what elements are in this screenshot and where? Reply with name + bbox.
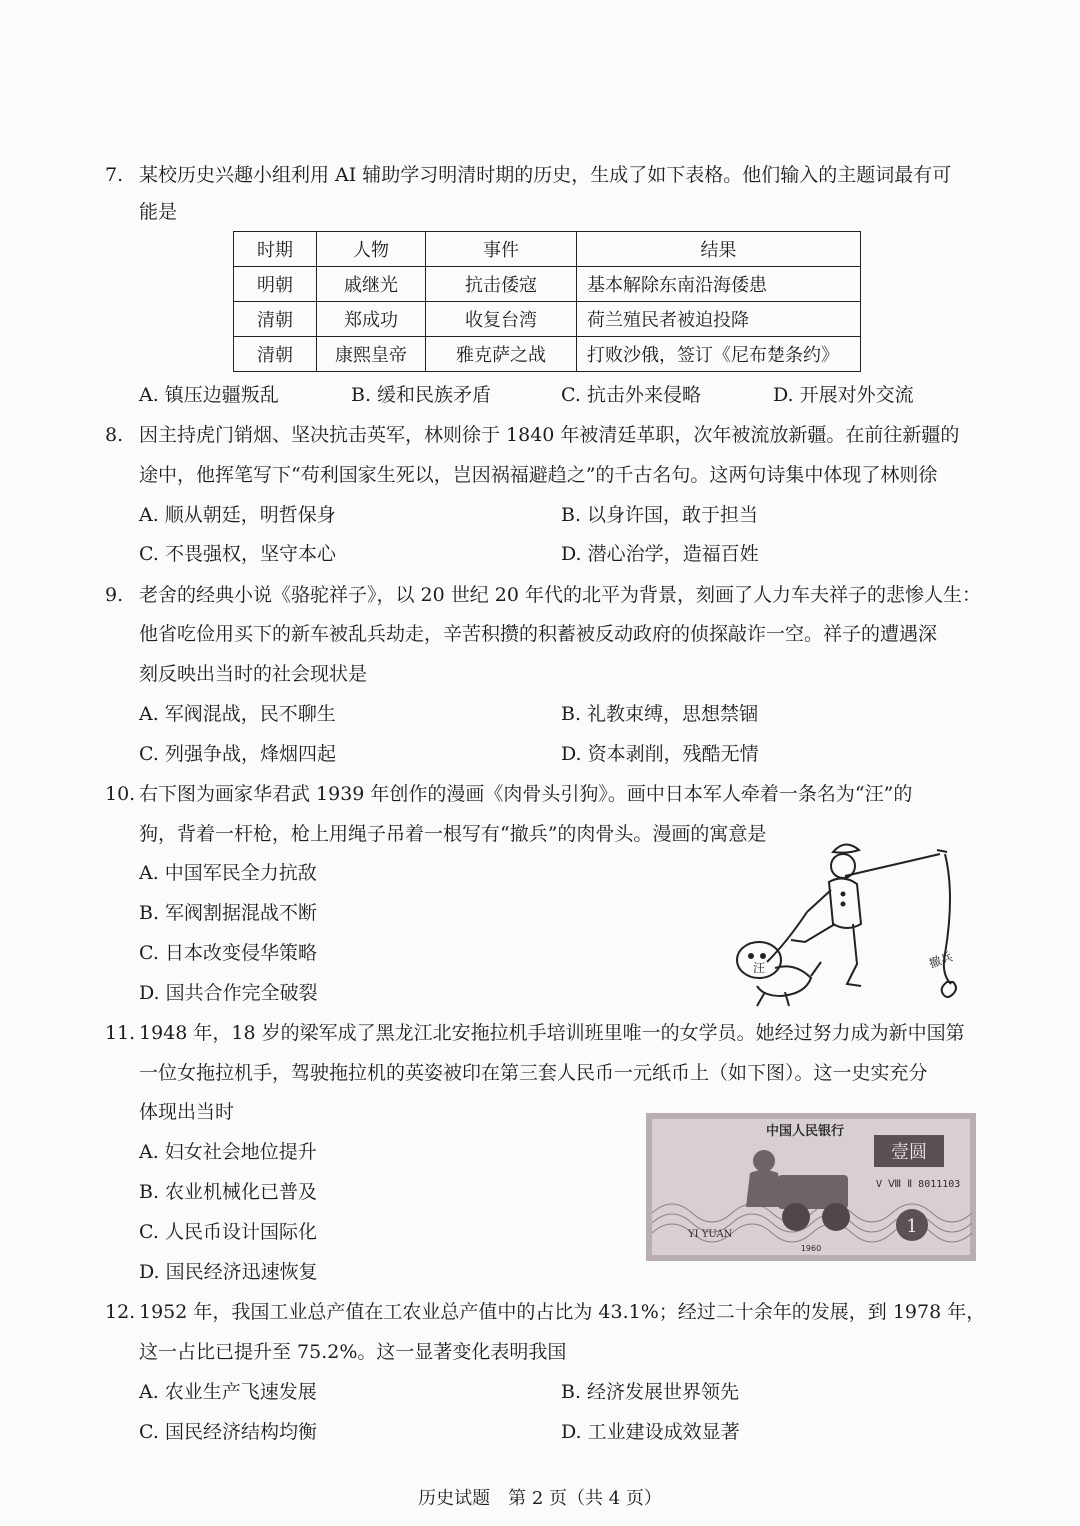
- table-cell: 荷兰殖民者被迫投降: [577, 302, 861, 337]
- table-cell: 郑成功: [317, 302, 426, 337]
- table-row: [234, 267, 861, 302]
- q7-stem-line1: 某校历史兴趣小组利用 AI 辅助学习明清时期的历史，生成了如下表格。他们输入的主题词最有可: [139, 164, 952, 186]
- q10-number: 10.: [105, 783, 136, 805]
- q10-option-d: D. 国共合作完全破裂: [139, 982, 318, 1004]
- q11-stem-line3: 体现出当时: [139, 1101, 235, 1123]
- q9-stem-line2: 他省吃俭用买下的新车被乱兵劫走，辛苦积攒的积蓄被反动政府的侦探敲诈一空。祥子的遭遇深: [139, 623, 938, 645]
- q12-option-b: B. 经济发展世界领先: [561, 1381, 740, 1403]
- table-cell: 明朝: [234, 267, 317, 302]
- q9-number: 9.: [105, 584, 124, 606]
- q12-option-d: D. 工业建设成效显著: [561, 1421, 740, 1443]
- banknote-bank-name: 中国人民银行: [766, 1124, 845, 1139]
- table-cell: 戚继光: [317, 267, 426, 302]
- q10-option-c: C. 日本改变侵华策略: [139, 942, 317, 964]
- q8-option-c: C. 不畏强权，坚守本心: [139, 543, 336, 565]
- table-cell: 雅克萨之战: [426, 337, 577, 372]
- q8-option-b: B. 以身许国，敢于担当: [561, 504, 759, 526]
- cartoon-soldier: [767, 844, 956, 997]
- q7-number: 7.: [105, 164, 124, 186]
- q10-stem-line2: 狗，背着一杆枪，枪上用绳子吊着一根写有“撤兵”的肉骨头。漫画的寓意是: [139, 823, 767, 845]
- table-cell: 抗击倭寇: [426, 267, 577, 302]
- q11-stem-line1: 1948 年，18 岁的梁军成了黑龙江北安拖拉机手培训班里唯一的女学员。她经过努力成为新中国第: [139, 1022, 965, 1044]
- q7-option-b: B. 缓和民族矛盾: [351, 384, 492, 406]
- table-header-result: 结果: [577, 232, 861, 267]
- table-header-event: 事件: [426, 232, 577, 267]
- banknote-numeral: 1: [906, 1216, 918, 1237]
- q12-option-c: C. 国民经济结构均衡: [139, 1421, 317, 1443]
- q10-option-b: B. 军阀割据混战不断: [139, 902, 318, 924]
- q12-stem-line2: 这一占比已提升至 75.2%。这一显著变化表明我国: [139, 1341, 567, 1363]
- q9-option-b: B. 礼教束缚，思想禁锢: [561, 703, 759, 725]
- cartoon-dog-label: 汪: [753, 961, 766, 975]
- table-cell: 清朝: [234, 337, 317, 372]
- table-cell: 康熙皇帝: [317, 337, 426, 372]
- q12-option-a: A. 农业生产飞速发展: [139, 1381, 317, 1403]
- q9-option-c: C. 列强争战，烽烟四起: [139, 743, 336, 765]
- cartoon-bone-label: 撤兵: [927, 949, 955, 971]
- banknote-yi-yuan: YI YUAN: [688, 1229, 733, 1240]
- q9-stem-line3: 刻反映出当时的社会现状是: [139, 663, 368, 685]
- table-cell: 清朝: [234, 302, 317, 337]
- q7-stem-line2: 能是: [139, 201, 178, 223]
- q11-option-b: B. 农业机械化已普及: [139, 1181, 318, 1203]
- q10-stem-line1: 右下图为画家华君武 1939 年创作的漫画《肉骨头引狗》。画中日本军人牵着一条名为“汪”的: [139, 783, 913, 805]
- q11-option-c: C. 人民币设计国际化: [139, 1221, 317, 1243]
- q10-option-a: A. 中国军民全力抗敌: [139, 862, 317, 884]
- banknote-year: 1960: [800, 1244, 822, 1253]
- table-cell: 打败沙俄，签订《尼布楚条约》: [577, 337, 861, 372]
- q8-stem-line2: 途中，他挥笔写下“苟利国家生死以，岂因祸福避趋之”的千古名句。这两句诗集中体现了林则徐: [139, 464, 938, 486]
- q8-option-a: A. 顺从朝廷，明哲保身: [139, 504, 336, 526]
- q7-option-a: A. 镇压边疆叛乱: [139, 384, 279, 406]
- q11-option-d: D. 国民经济迅速恢复: [139, 1261, 318, 1283]
- q9-option-d: D. 资本剥削，残酷无情: [561, 743, 759, 765]
- table-header-person: 人物: [317, 232, 426, 267]
- q11-stem-line2: 一位女拖拉机手，驾驶拖拉机的英姿被印在第三套人民币一元纸币上（如下图）。这一史实充分: [139, 1062, 928, 1084]
- table-cell: 基本解除东南沿海倭患: [577, 267, 861, 302]
- cartoon-dog: [737, 942, 821, 1006]
- table-row: [234, 337, 861, 372]
- q11-option-a: A. 妇女社会地位提升: [139, 1141, 317, 1163]
- q8-stem-line1: 因主持虎门销烟、坚决抗击英军，林则徐于 1840 年被清廷革职，次年被流放新疆。在前往新疆的: [139, 424, 960, 446]
- q12-stem-line1: 1952 年，我国工业总产值在工农业总产值中的占比为 43.1%；经过二十余年的发展，到 1978 年，: [139, 1301, 986, 1323]
- q7-table: [233, 231, 861, 372]
- q7-option-d: D. 开展对外交流: [773, 384, 914, 406]
- q9-stem-line1: 老舍的经典小说《骆驼祥子》，以 20 世纪 20 年代的北平为背景，刻画了人力车夫祥子的悲惨人生：: [139, 584, 982, 606]
- table-row: [234, 302, 861, 337]
- banknote-denomination: 壹圆: [891, 1142, 927, 1163]
- q9-option-a: A. 军阀混战，民不聊生: [139, 703, 336, 725]
- page-footer: 历史试题 第 2 页（共 4 页）: [418, 1488, 662, 1509]
- q7-option-c: C. 抗击外来侵略: [561, 384, 701, 406]
- cartoon-figure: [725, 832, 985, 1012]
- q11-number: 11.: [105, 1022, 136, 1044]
- q8-number: 8.: [105, 424, 124, 446]
- q12-number: 12.: [105, 1301, 136, 1323]
- table-header-period: 时期: [234, 232, 317, 267]
- banknote-serial: V Ⅷ Ⅱ 8011103: [876, 1179, 961, 1190]
- banknote-image: [646, 1113, 976, 1261]
- table-cell: 收复台湾: [426, 302, 577, 337]
- q8-option-d: D. 潜心治学，造福百姓: [561, 543, 759, 565]
- table-header-row: [234, 232, 861, 267]
